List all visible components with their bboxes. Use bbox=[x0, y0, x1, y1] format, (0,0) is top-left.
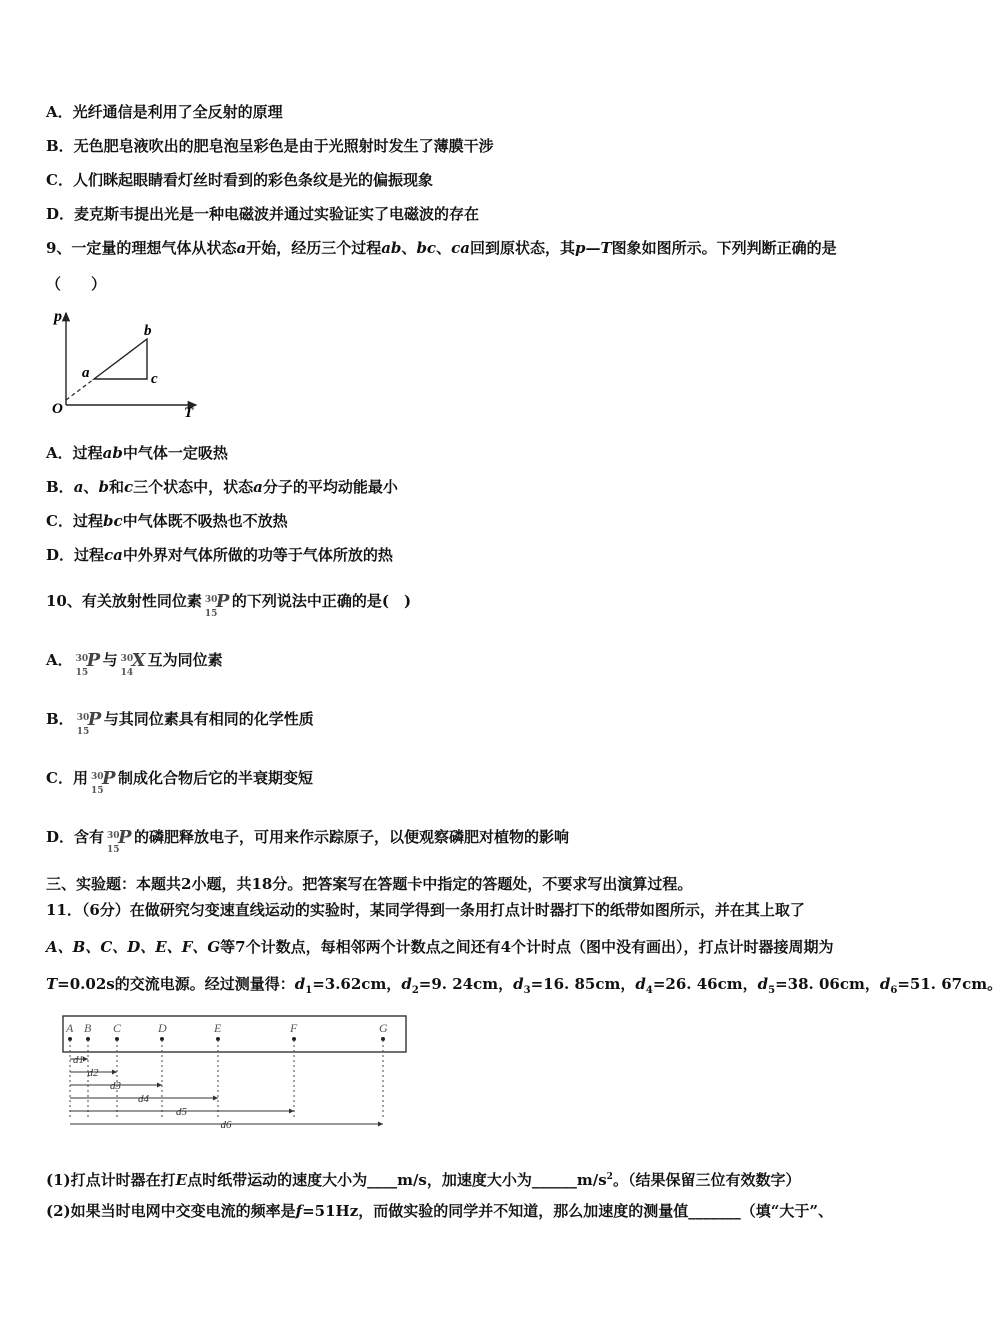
measurement-d6: $d_6=51$. 67cm。 bbox=[879, 975, 1002, 996]
dimension-label-d5: d5 bbox=[176, 1106, 187, 1118]
dimension-label-d1: d1 bbox=[73, 1054, 84, 1066]
q8-option-a: A．光纤通信是利用了全反射的原理 bbox=[46, 103, 283, 121]
measurement-d1: $d_1=3.62cm$， bbox=[294, 975, 402, 996]
dimension-label-d2: d2 bbox=[87, 1067, 99, 1079]
measurement-d3: $d_3=16$. 85cm， bbox=[513, 975, 636, 996]
q8-option-d: D．麦克斯韦提出光是一种电磁波并通过实验证实了电磁波的存在 bbox=[46, 205, 480, 223]
tape-label-d: D bbox=[158, 1021, 167, 1035]
measurement-d4: $d_4=26$. 46cm， bbox=[635, 975, 758, 996]
q8-option-b: B．无色肥皂液吹出的肥皂泡呈彩色是由于光照射时发生了薄膜干涉 bbox=[46, 137, 494, 155]
measurement-d5: $d_5=38$. 06cm， bbox=[757, 975, 880, 996]
isotope-x30: 30 14 X bbox=[120, 650, 146, 678]
q9-pt-graph bbox=[46, 305, 206, 420]
measurement-d2: $d_2=9$. 24cm， bbox=[401, 975, 514, 996]
q9-option-b: B．a、b和c三个状态中，状态a分子的平均动能最小 bbox=[46, 478, 398, 496]
q11-stem-line1: 11．（6分）在做研究匀变速直线运动的实验时，某同学得到一条用打点计时器打下的纸带如图所示，并在其上取了 bbox=[46, 901, 805, 919]
label-t: T bbox=[184, 405, 194, 421]
q10-option-d: D．含有 30 15 P 的磷肥释放电子，可用来作示踪原子，以便观察磷肥对植物的影响 bbox=[46, 822, 569, 853]
q9-option-c: C．过程bc中气体既不吸热也不放热 bbox=[46, 512, 288, 530]
dimension-arrow-d3 bbox=[157, 1083, 162, 1088]
q9-stem: 9、一定量的理想气体从状态a开始，经历三个过程ab、bc、ca回到原状态，其p—T图象如图所示。下列判断正确的是 bbox=[46, 239, 837, 257]
dashed-extension bbox=[66, 379, 94, 400]
paper-tape-figure bbox=[55, 1012, 415, 1137]
label-a: a bbox=[82, 365, 90, 381]
tape-label-e: E bbox=[214, 1021, 222, 1035]
q10-stem: 10、有关放射性同位素 30 15 P 的下列说法中正确的是( ) bbox=[46, 586, 411, 617]
q10-option-c: C．用 30 15 P 制成化合物后它的半衰期变短 bbox=[46, 763, 313, 794]
dimension-arrow-d5 bbox=[289, 1109, 294, 1114]
label-b: b bbox=[144, 323, 152, 339]
dimension-arrow-d2 bbox=[112, 1070, 117, 1075]
dimension-arrow-d6 bbox=[378, 1122, 383, 1127]
tape-label-g: G bbox=[379, 1021, 388, 1035]
cycle-triangle bbox=[94, 339, 147, 379]
q8-option-c: C．人们眯起眼睛看灯丝时看到的彩色条纹是光的偏振现象 bbox=[46, 171, 433, 189]
q11-stem-line2: A、B、C、D、E、F、G等7个计数点，每相邻两个计数点之间还有4个计时点（图中没有画出），打点计时器接周期为 bbox=[46, 938, 834, 956]
isotope-p30: 30 15 P bbox=[90, 768, 116, 796]
q10-option-a: A． 30 15 P 与 30 14 X 互为同位素 bbox=[46, 645, 223, 676]
q9-option-a: A．过程ab中气体一定吸热 bbox=[46, 444, 228, 462]
dimension-arrow-d4 bbox=[213, 1096, 218, 1101]
tape-label-b: B bbox=[84, 1021, 92, 1035]
tape-label-a: A bbox=[66, 1021, 74, 1035]
q10-option-b: B． 30 15 P 与其同位素具有相同的化学性质 bbox=[46, 704, 314, 735]
q11-measurements bbox=[294, 975, 1002, 996]
label-p: p bbox=[54, 308, 62, 325]
q11-part2: (2)如果当时电网中交变电流的频率是f=51Hz，而做实验的同学并不知道，那么加速度的测量值_______（填“大于”、 bbox=[46, 1202, 833, 1220]
label-c: c bbox=[151, 371, 158, 387]
tape-label-c: C bbox=[113, 1021, 122, 1035]
dimension-label-d3: d3 bbox=[110, 1080, 121, 1092]
dimension-label-d6: d6 bbox=[220, 1119, 232, 1131]
q9-option-d: D．过程ca中外界对气体所做的功等于气体所放的热 bbox=[46, 546, 393, 564]
q9-answer-paren: （ ） bbox=[46, 275, 107, 293]
tape-label-f: F bbox=[290, 1021, 298, 1035]
q11-part1: (1)打点计时器在打E点时纸带运动的速度大小为____m/s，加速度大小为$\_\_\_\_\_\_m/s^2$。（结果保留三位有效数字） bbox=[46, 1171, 801, 1189]
isotope-p30: 30 15 P bbox=[76, 709, 102, 737]
isotope-p30: 30 15 P bbox=[204, 591, 230, 619]
dimension-label-d4: d4 bbox=[138, 1093, 149, 1105]
isotope-p30: 30 15 P bbox=[75, 650, 101, 678]
q11-stem-line3: T=0.02s的交流电源。经过测量得：$d_1=3.62cm$，$d_2=9$. 24cm，$d_3=16$. 85cm，$d_4=26$. 46cm，$d_5=38$. 06cm，$d_6=51$. 67cm。 bbox=[46, 975, 1002, 996]
label-o: O bbox=[52, 401, 63, 417]
isotope-p30: 30 15 P bbox=[107, 827, 132, 855]
section-3-heading: 三、实验题：本题共2小题，共18分。把答案写在答题卡中指定的答题处，不要求写出演算过程。 bbox=[46, 875, 693, 893]
